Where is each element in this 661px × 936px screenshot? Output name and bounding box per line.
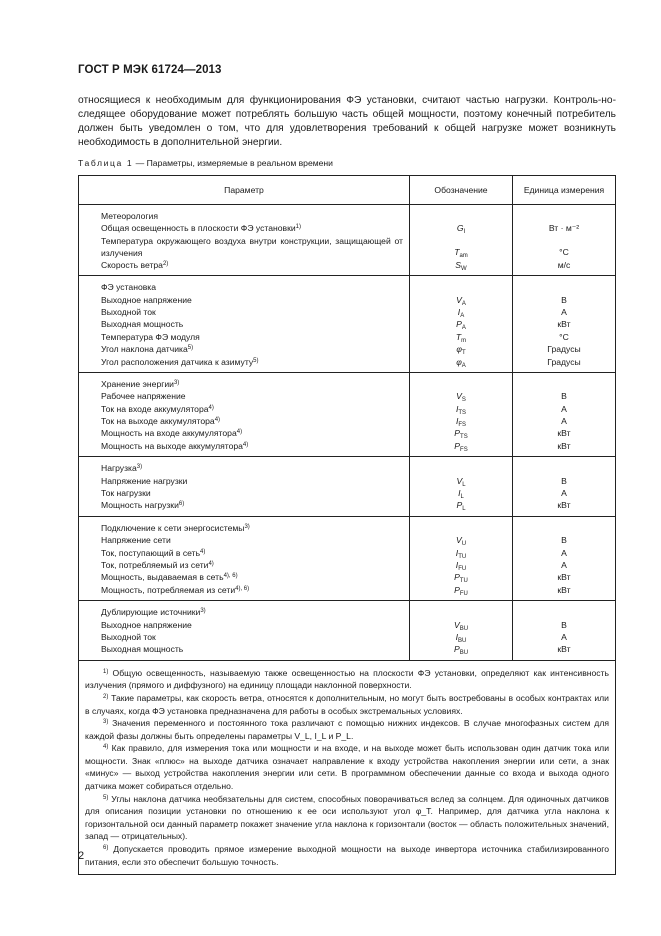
- parameter-text: Температура окружающего воздуха внутри конструкции, защищающей от излучения: [101, 235, 403, 258]
- footnote-ref: 4): [242, 441, 249, 448]
- footnote-ref: 3): [136, 464, 143, 471]
- footnote-ref: 6): [178, 501, 185, 508]
- symbol-letter: P: [456, 500, 463, 511]
- table-section: [79, 517, 615, 601]
- symbol-letter: V: [455, 535, 462, 546]
- table-section: [79, 205, 615, 276]
- parameter-cell: [79, 210, 409, 222]
- footnote-mark: 5): [103, 794, 109, 801]
- symbol-subscript: TU: [458, 553, 467, 560]
- symbol-column: [409, 373, 512, 456]
- unit-cell: кВт: [557, 584, 571, 595]
- parameter-text: Общая освещенность в плоскости ФЭ установки: [101, 223, 296, 234]
- symbol-subscript: U: [461, 541, 467, 548]
- footnote-ref: 2): [162, 260, 169, 267]
- footnote: [85, 717, 609, 742]
- unit-column: [512, 517, 615, 600]
- symbol-cell: [410, 522, 512, 534]
- unit-cell: В: [561, 535, 567, 546]
- unit-cell: [513, 462, 615, 474]
- symbol-cell: [410, 318, 512, 330]
- parameter-text: Ток на входе аккумулятора: [101, 403, 209, 414]
- unit-cell: кВт: [557, 440, 571, 451]
- symbol-letter: P: [454, 428, 461, 439]
- unit-cell: [513, 281, 615, 293]
- parameter-cell: [79, 356, 409, 368]
- symbol-subscript: L: [462, 481, 466, 488]
- footnote-mark: 1): [103, 668, 109, 675]
- unit-column: [512, 373, 615, 456]
- footnote-ref: 4), 6): [235, 585, 250, 592]
- symbol-letter: I: [455, 559, 459, 570]
- parameter-text: Мощность, потребляемая из сети: [101, 584, 236, 595]
- symbol-cell: [410, 571, 512, 583]
- table-section: [79, 373, 615, 457]
- symbol-cell: [410, 222, 512, 234]
- symbol-subscript: L: [460, 494, 464, 501]
- symbol-letter: I: [455, 403, 459, 414]
- parameter-text: Выходной ток: [101, 631, 156, 642]
- unit-cell: кВт: [557, 428, 571, 439]
- table-caption-text: — Параметры, измеряемые в реальном времени: [133, 158, 333, 168]
- page-number: 2: [78, 850, 85, 862]
- unit-cell: А: [561, 306, 567, 317]
- parameter-text: Дублирующие источники: [101, 607, 201, 618]
- unit-column: [512, 205, 615, 275]
- symbol-letter: T: [455, 331, 462, 342]
- symbol-letter: V: [456, 475, 463, 486]
- parameter-text: Мощность нагрузки: [101, 500, 179, 511]
- footnote-mark: 3): [103, 719, 109, 726]
- symbol-cell: [410, 259, 512, 271]
- symbol-subscript: T: [461, 350, 466, 357]
- unit-cell: А: [561, 403, 567, 414]
- footnote-ref: 4): [200, 548, 206, 555]
- parameter-column: [79, 601, 409, 660]
- symbol-cell: [410, 619, 512, 631]
- footnote-ref: 5): [187, 345, 194, 352]
- symbol-cell: [410, 534, 512, 546]
- symbol-letter: I: [455, 547, 459, 558]
- symbol-letter: I: [457, 306, 461, 317]
- parameter-cell: [79, 522, 409, 534]
- parameter-cell: [79, 378, 409, 390]
- parameter-column: [79, 457, 409, 516]
- symbol-subscript: A: [461, 362, 466, 369]
- footnote-ref: 4): [236, 429, 243, 436]
- parameter-text: ФЭ установка: [101, 282, 157, 293]
- parameter-text: Выходной ток: [101, 306, 156, 317]
- unit-column: [512, 276, 615, 372]
- unit-cell: Вт · м⁻²: [548, 223, 580, 234]
- parameter-column: [79, 517, 409, 600]
- symbol-cell: [410, 415, 512, 427]
- symbol-subscript: A: [461, 300, 466, 307]
- symbol-subscript: BU: [459, 625, 469, 632]
- symbol-subscript: BU: [458, 637, 467, 644]
- header-symbol: Обозначение: [409, 176, 512, 204]
- symbol-cell: [410, 606, 512, 618]
- footnote-ref: 4): [208, 560, 214, 567]
- parameter-cell: [79, 606, 409, 618]
- parameter-text: Мощность, выдаваемая в сеть: [101, 572, 224, 583]
- footnote: [85, 742, 609, 792]
- symbol-letter: φ: [456, 344, 462, 355]
- symbol-cell: [410, 210, 512, 222]
- symbol-cell: [410, 440, 512, 452]
- parameter-cell: [79, 331, 409, 343]
- symbol-subscript: W: [461, 265, 467, 272]
- footnote-text: Углы наклона датчика необязательны для систем, способных поворачиваться вслед за солнцем. Для одиночных датчиков для описания позиции установки по отношению к ее оси используют угол φ_T. Например, для датчика угла наклона к горизонтальной оси данный параметр покажет значение угла наклона к горизонтали (восток — область положительных значений, запад — отрицательных).: [85, 793, 609, 842]
- table-section: [79, 601, 615, 661]
- symbol-letter: V: [453, 619, 460, 630]
- parameter-text: Скорость ветра: [101, 259, 163, 270]
- symbol-cell: [410, 343, 512, 355]
- unit-cell: В: [561, 294, 567, 305]
- parameter-cell: [79, 415, 409, 427]
- parameter-cell: [79, 259, 409, 271]
- footnote-ref: 5): [253, 357, 259, 364]
- footnote-mark: 6): [103, 845, 109, 852]
- table-section: [79, 276, 615, 373]
- footnote-ref: 3): [173, 379, 180, 386]
- symbol-cell: [410, 475, 512, 487]
- unit-cell: [513, 210, 615, 222]
- unit-cell: кВт: [557, 500, 571, 511]
- table-caption-label: Таблица 1: [78, 158, 134, 168]
- parameter-text: Ток на выходе аккумулятора: [101, 416, 215, 427]
- footnote-ref: 1): [295, 224, 302, 231]
- parameter-cell: [79, 294, 409, 306]
- parameter-cell: [79, 306, 409, 318]
- symbol-letter: I: [458, 488, 461, 499]
- symbol-letter: P: [454, 440, 461, 451]
- symbol-letter: P: [454, 572, 460, 583]
- table-section: [79, 457, 615, 517]
- symbol-cell: [410, 487, 512, 499]
- parameter-text: Напряжение сети: [101, 535, 171, 546]
- symbol-subscript: S: [461, 397, 466, 404]
- parameter-cell: [79, 487, 409, 499]
- symbol-letter: P: [453, 644, 460, 655]
- parameter-cell: [79, 619, 409, 631]
- parameter-text: Мощность на выходе аккумулятора: [101, 440, 243, 451]
- symbol-cell: [410, 235, 512, 259]
- footnote-text: Общую освещенность, называемую также освещенностью на плоскости ФЭ установки, определяют как интенсивность излучения (прямого и диффузного) на единицу площади наклонной поверхности.: [85, 667, 609, 691]
- parameter-cell: [79, 499, 409, 511]
- parameter-text: Ток нагрузки: [101, 488, 151, 499]
- symbol-letter: I: [455, 416, 459, 427]
- symbol-letter: P: [456, 319, 462, 330]
- symbol-letter: S: [455, 259, 462, 270]
- unit-cell: В: [561, 391, 567, 402]
- parameter-cell: [79, 440, 409, 452]
- unit-cell: кВт: [557, 572, 571, 583]
- symbol-subscript: TU: [459, 578, 468, 585]
- footnote-text: Как правило, для измерения тока или мощности и на входе, и на выходе может быть использован один датчик тока или мощности. Знак «плюс» на выходе датчика означает направление к входу устройства накопления энергии или сети, а знак «минус» — выход устройства накопления энергии или сети. В программном обеспечении данные со входа и выхода одного датчика может собираться отдельно.: [85, 743, 609, 792]
- parameter-text: Рабочее напряжение: [101, 391, 186, 402]
- parameter-cell: [79, 475, 409, 487]
- unit-cell: °С: [559, 246, 569, 257]
- document-header: ГОСТ Р МЭК 61724—2013: [78, 64, 222, 76]
- parameter-cell: [79, 427, 409, 439]
- footnote-text: Такие параметры, как скорость ветра, относятся к дополнительным, но могут быть востребованы в особых контрактах или в случаях, когда ФЭ установка предназначена для работы в особых экстремальных условиях.: [85, 692, 609, 716]
- symbol-cell: [410, 547, 512, 559]
- footnote-ref: 3): [200, 608, 206, 615]
- parameter-text: Температура ФЭ модуля: [101, 331, 200, 342]
- parameter-cell: [79, 403, 409, 415]
- unit-cell: [513, 378, 615, 390]
- symbol-subscript: m: [461, 337, 467, 344]
- parameter-text: Выходная мощность: [101, 319, 184, 330]
- parameter-text: Выходное напряжение: [101, 294, 192, 305]
- symbol-cell: [410, 427, 512, 439]
- footnote-mark: 2): [103, 693, 109, 700]
- symbol-subscript: A: [460, 312, 465, 319]
- parameter-text: Мощность на входе аккумулятора: [101, 428, 237, 439]
- footnote: [85, 692, 609, 717]
- intro-paragraph: относящиеся к необходимым для функционирования ФЭ установки, считают частью нагрузки. Контроль-но-следящее оборудование может потреблять большую часть общей мощности, поэтому конечный потребитель должен быть уведомлен о том, что для удовлетворения требований к общей нагрузке может возникнуть необходимость в дополнительной энергии.: [78, 95, 616, 148]
- unit-cell: Градусы: [547, 356, 581, 367]
- unit-cell: А: [561, 631, 567, 642]
- parameter-cell: [79, 462, 409, 474]
- parameter-text: Подключение к сети энергосистемы: [101, 522, 245, 533]
- footnote-ref: 4): [208, 404, 214, 411]
- footnote-mark: 4): [103, 744, 109, 751]
- parameter-text: Ток, поступающий в сеть: [101, 547, 201, 558]
- table-body: [79, 205, 615, 661]
- symbol-subscript: L: [462, 506, 466, 513]
- symbol-cell: [410, 403, 512, 415]
- symbol-letter: T: [454, 246, 460, 257]
- parameter-cell: [79, 281, 409, 293]
- symbol-subscript: FS: [458, 422, 467, 429]
- symbol-cell: [410, 331, 512, 343]
- symbol-column: [409, 457, 512, 516]
- table-caption: [78, 158, 333, 168]
- parameter-column: [79, 276, 409, 372]
- symbol-cell: [410, 306, 512, 318]
- parameter-text: Ток, потребляемый из сети: [101, 559, 209, 570]
- unit-cell: А: [561, 416, 567, 427]
- unit-column: [512, 601, 615, 660]
- symbol-subscript: TS: [458, 409, 467, 416]
- unit-cell: Градусы: [547, 344, 581, 355]
- unit-cell: м/с: [557, 259, 571, 270]
- unit-cell: А: [561, 488, 567, 499]
- symbol-cell: [410, 390, 512, 402]
- unit-cell: В: [561, 619, 567, 630]
- symbol-letter: V: [456, 294, 462, 305]
- symbol-column: [409, 205, 512, 275]
- header-parameter: Параметр: [224, 185, 264, 195]
- unit-cell: [513, 606, 615, 618]
- unit-cell: °С: [559, 331, 569, 342]
- symbol-subscript: FU: [459, 590, 468, 597]
- parameter-text: Выходное напряжение: [101, 619, 192, 630]
- unit-cell: кВт: [557, 644, 571, 655]
- symbol-subscript: TS: [460, 434, 468, 441]
- footnote: [85, 793, 609, 843]
- parameters-table: [78, 175, 616, 875]
- parameter-cell: [79, 571, 409, 583]
- footnote-ref: 4), 6): [223, 573, 238, 580]
- footnote-ref: 3): [244, 523, 250, 530]
- parameter-text: Метеорология: [101, 211, 158, 221]
- symbol-letter: V: [456, 391, 462, 402]
- symbol-cell: [410, 356, 512, 368]
- symbol-subscript: BU: [459, 650, 469, 657]
- symbol-cell: [410, 643, 512, 655]
- parameter-cell: [79, 631, 409, 643]
- unit-column: [512, 457, 615, 516]
- footnote-ref: 4): [214, 417, 221, 424]
- parameter-text: Угол наклона датчика: [101, 344, 188, 355]
- symbol-letter: P: [454, 584, 460, 595]
- symbol-letter: φ: [456, 356, 462, 367]
- parameter-text: Хранение энергии: [101, 378, 174, 389]
- symbol-cell: [410, 378, 512, 390]
- unit-cell: А: [561, 559, 567, 570]
- footnote-text: Допускается проводить прямое измерение выходной мощности на выходе инвертора источника стабилизированного питания, если это обеспечит большую точность.: [85, 844, 609, 867]
- table-header-row: [79, 176, 615, 205]
- symbol-cell: [410, 631, 512, 643]
- symbol-cell: [410, 294, 512, 306]
- symbol-letter: G: [456, 223, 464, 234]
- symbol-column: [409, 601, 512, 660]
- footnote: [85, 843, 609, 868]
- symbol-column: [409, 276, 512, 372]
- table-footnotes: [79, 661, 615, 875]
- symbol-cell: [410, 499, 512, 511]
- symbol-cell: [410, 559, 512, 571]
- parameter-text: Напряжение нагрузки: [101, 475, 188, 486]
- symbol-subscript: A: [461, 325, 466, 332]
- parameter-text: Угол расположения датчика к азимуту: [101, 356, 254, 367]
- footnote-text: Значения переменного и постоянного тока различают с помощью нижних индексов. В случае многофазных систем для каждой фазы должны быть определены параметры V_L, I_L и P_L.: [85, 718, 609, 741]
- parameter-cell: [79, 222, 409, 234]
- header-unit: Единица измерения: [512, 176, 615, 204]
- symbol-subscript: I: [463, 229, 466, 236]
- parameter-cell: [79, 547, 409, 559]
- parameter-cell: [79, 343, 409, 355]
- footnote: [85, 667, 609, 692]
- parameter-cell: [79, 390, 409, 402]
- parameter-cell: [79, 559, 409, 571]
- symbol-cell: [410, 281, 512, 293]
- parameter-cell: [79, 318, 409, 330]
- parameter-text: Нагрузка: [101, 463, 137, 474]
- parameter-cell: [79, 584, 409, 596]
- parameter-cell: [79, 534, 409, 546]
- symbol-cell: [410, 462, 512, 474]
- symbol-column: [409, 517, 512, 600]
- parameter-cell: [79, 235, 409, 259]
- parameter-cell: [79, 643, 409, 655]
- unit-cell: [513, 522, 615, 534]
- symbol-subscript: FU: [458, 565, 467, 572]
- symbol-subscript: FS: [460, 446, 468, 453]
- parameter-column: [79, 373, 409, 456]
- parameter-column: [79, 205, 409, 275]
- symbol-letter: I: [455, 631, 459, 642]
- parameter-text: Выходная мощность: [101, 644, 184, 655]
- symbol-subscript: am: [459, 252, 468, 259]
- unit-cell: кВт: [557, 319, 571, 330]
- symbol-cell: [410, 584, 512, 596]
- unit-cell: В: [561, 475, 567, 486]
- unit-cell: А: [561, 547, 567, 558]
